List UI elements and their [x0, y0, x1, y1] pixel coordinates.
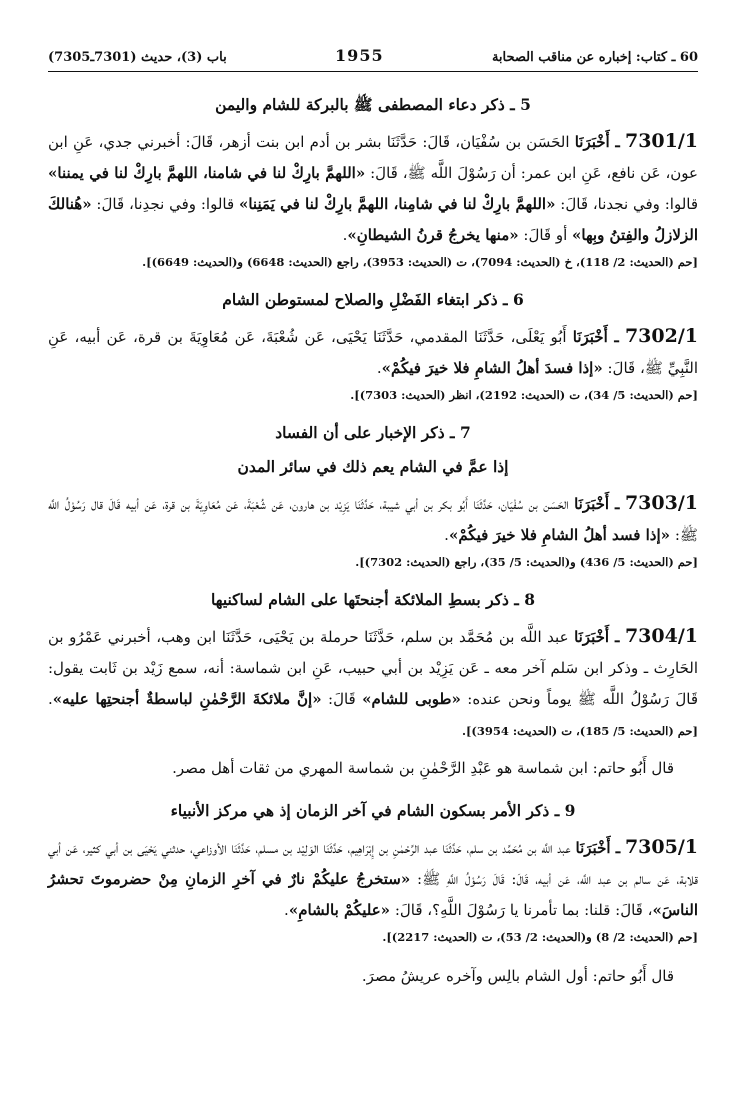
narration-text: الحَسَن بن سُفْيَان، حَدَّثَنَا أَبُو بكر بن أبي شيبة، حَدَّثَنَا يَزِيْد بن هارون، عَن شُعْبَةَ، عَن مُعَاوِيَةَ بن قرة، عَن أبيه قَالَ قال رَسُوْلُ اللَّه ﷺ: [48, 495, 698, 544]
narration-text: . [376, 359, 382, 377]
hadith-number: 7303/1 [624, 492, 698, 514]
narration-text: عبد اللَّه بن مُحَمَّد بن سلم، حَدَّثَنَا حرملة بن يَحْيَى، حَدَّثَنَا ابن وهب، أخبرني عَمْرُو بن الحَارِث ـ وذكر ابن سَلم آخر معه ـ عَن يَزِيْد بن أبي حبيب، عَنِ ابن شماسة: أنه، سمع زَيْد بن ثَابت يقول: قَالَ رَسُوْلُ اللَّه ﷺ يوماً ونحن عنده: [48, 628, 698, 708]
hadith-text [48, 488, 698, 551]
page-body [48, 92, 698, 990]
section-title: 9 ـ ذكر الأمر بسكون الشام في آخر الزمان إذ هي مركز الأنبياء [170, 801, 576, 820]
prophetic-quote: «ستخرجُ عليكُمْ نارٌ في آخرِ الزمانِ مِنْ حضرموتَ تحشرُ الناسَ» [48, 870, 698, 919]
prophetic-quote: «طوبى للشام» [362, 690, 461, 708]
scholar-note: قال أَبُو حاتم: أول الشام بالِس وآخره عريشُ مصرَ. [361, 967, 674, 985]
running-header [48, 46, 698, 72]
scholar-note: قال أَبُو حاتم: ابن شماسة هو عَبْدِ الرَّحْمٰنِ بن شماسة المهري من ثقات أهل مصر. [172, 759, 674, 777]
hadith-text [48, 126, 698, 251]
narration-text: قالوا: وفي نجدنا، قَالَ: [555, 195, 699, 213]
prophetic-quote: «اللهمَّ بارِكْ لنا في شامنا، اللهمَّ بارِكْ لنا في يمننا» [48, 164, 366, 182]
narration-text: قَالَ: [321, 690, 363, 708]
narration-text: ، قَالَ: قلنا: بما تأمرنا يا رَسُوْلَ اللَّهِ؟، قَالَ: [390, 901, 653, 919]
section-title: 6 ـ ذكر ابتغاء الفَضْلِ والصلاح لمستوطن الشام [222, 290, 524, 309]
hadith-text [48, 321, 698, 384]
narration-text: أَبُو يَعْلَى، حَدَّثَنَا المقدمي، حَدَّثَنَا يَحْيَى، عَن شُعْبَةَ، عَن مُعَاوِيَةَ بن قرة، عَن أبيه، عَنِ النَّبِيِّ ﷺ، قَالَ: [48, 328, 698, 377]
prophetic-quote: «منها يخرجُ قرنُ الشيطانِ» [347, 226, 519, 244]
akhbarana-label: ـ أَخْبَرَنَا [575, 839, 621, 857]
narration-text: قالوا: وفي نجدِنا، قَالَ: [91, 195, 239, 213]
akhbarana-label: ـ أَخْبَرَنَا [574, 628, 620, 646]
header-chapter: 60 ـ كتاب: إخباره عن مناقب الصحابة [491, 50, 698, 65]
narration-text: . [48, 690, 53, 708]
hadith-reference: [حم (الحديث: 5/ 185)، ت (الحديث: 3954)]. [461, 724, 698, 738]
hadith-number: 7301/1 [624, 130, 699, 152]
section-title: 5 ـ ذكر دعاء المصطفى ﷺ بالبركة للشام واليمن [215, 95, 531, 114]
narration-text: . [444, 526, 449, 544]
section-subtitle: إذا عمَّ في الشام يعم ذلك في سائر المدن [237, 457, 509, 476]
narration-text: الحَسَن بن سُفْيَان، قَالَ: حَدَّثَنَا بشر بن أدم ابن بنت أزهر، قَالَ: أخبرني جدي، عَنِ ابن عون، عَن نافع، عَنِ ابن عمر: أن رَسُوْلَ اللَّه ﷺ، قَالَ: [48, 133, 698, 182]
hadith-reference: [حم (الحديث: 2/ 118)، خ (الحديث: 7094)، ت (الحديث: 3953)، راجع (الحديث: 6648) و(الحديث: 6649)]. [142, 255, 698, 269]
hadith-number: 7302/1 [624, 325, 698, 347]
prophetic-quote: «عليكُمْ بالشامِ» [288, 901, 391, 919]
akhbarana-label: ـ أَخْبَرَنَا [572, 328, 619, 346]
prophetic-quote: «إذا فسدَ أهلُ الشامِ فلا خيرَ فيكُمْ» [381, 359, 603, 377]
akhbarana-label: ـ أَخْبَرَنَا [574, 495, 620, 513]
akhbarana-label: ـ أَخْبَرَنَا [574, 133, 620, 151]
prophetic-quote: «إذا فسد أهلُ الشامِ فلا خيرَ فيكُمْ» [448, 526, 671, 544]
hadith-reference: [حم (الحديث: 5/ 436) و(الحديث: 5/ 35)، راجع (الحديث: 7302)]. [355, 555, 698, 569]
narration-text: . [284, 901, 289, 919]
hadith-text [48, 621, 698, 746]
section-title: 8 ـ ذكر بسطِ الملائكة أجنحتَها على الشام لساكنيها [210, 590, 536, 609]
section-title: 7 ـ ذكر الإخبار على أن الفساد [275, 423, 471, 442]
hadith-number: 7304/1 [624, 625, 698, 647]
prophetic-quote: «اللهمَّ بارِكْ لنا في شامِنا، اللهمَّ بارِكْ لنا في يَمَنِنا» [238, 195, 556, 213]
header-hadith-range: باب (3)، حديث (7301ـ7305) [48, 50, 227, 65]
prophetic-quote: «هُنالكَ الزلازلُ والفِتنُ وبِها» [48, 195, 698, 244]
narration-text: عبد اللَّه بن مُحَمَّد بن سلم، حَدَّثَنَا عبد الرَّحْمٰنِ بن إِبْرَاهِيم، حَدَّثَنَا الوَلِيْد بن مسلم، حَدَّثَنَا الأوزاعي، حدثني يَحْيَى بن أبي كثير، عَن أبي قلابة، عَن سالم بن عبد اللَّه، عَن أبيه، قَالَ: قَالَ رَسُوْلُ اللَّهِ ﷺ: [48, 839, 699, 888]
hadith-reference: [حم (الحديث: 5/ 34)، ت (الحديث: 2192)، انظر (الحديث: 7303)]. [350, 388, 698, 402]
narration-text: . [342, 226, 348, 244]
page-number: 1955 [335, 46, 384, 65]
hadith-number: 7305/1 [624, 836, 698, 858]
hadith-reference: [حم (الحديث: 2/ 8) و(الحديث: 2/ 53)، ت (الحديث: 2217)]. [382, 930, 698, 944]
narration-text: أو قَالَ: [518, 226, 573, 244]
spacer [48, 746, 698, 750]
hadith-text [48, 832, 698, 926]
prophetic-quote: «إنَّ ملائكةَ الرَّحْمٰنِ لباسطةٌ أجنحتِها عليه» [52, 690, 322, 708]
